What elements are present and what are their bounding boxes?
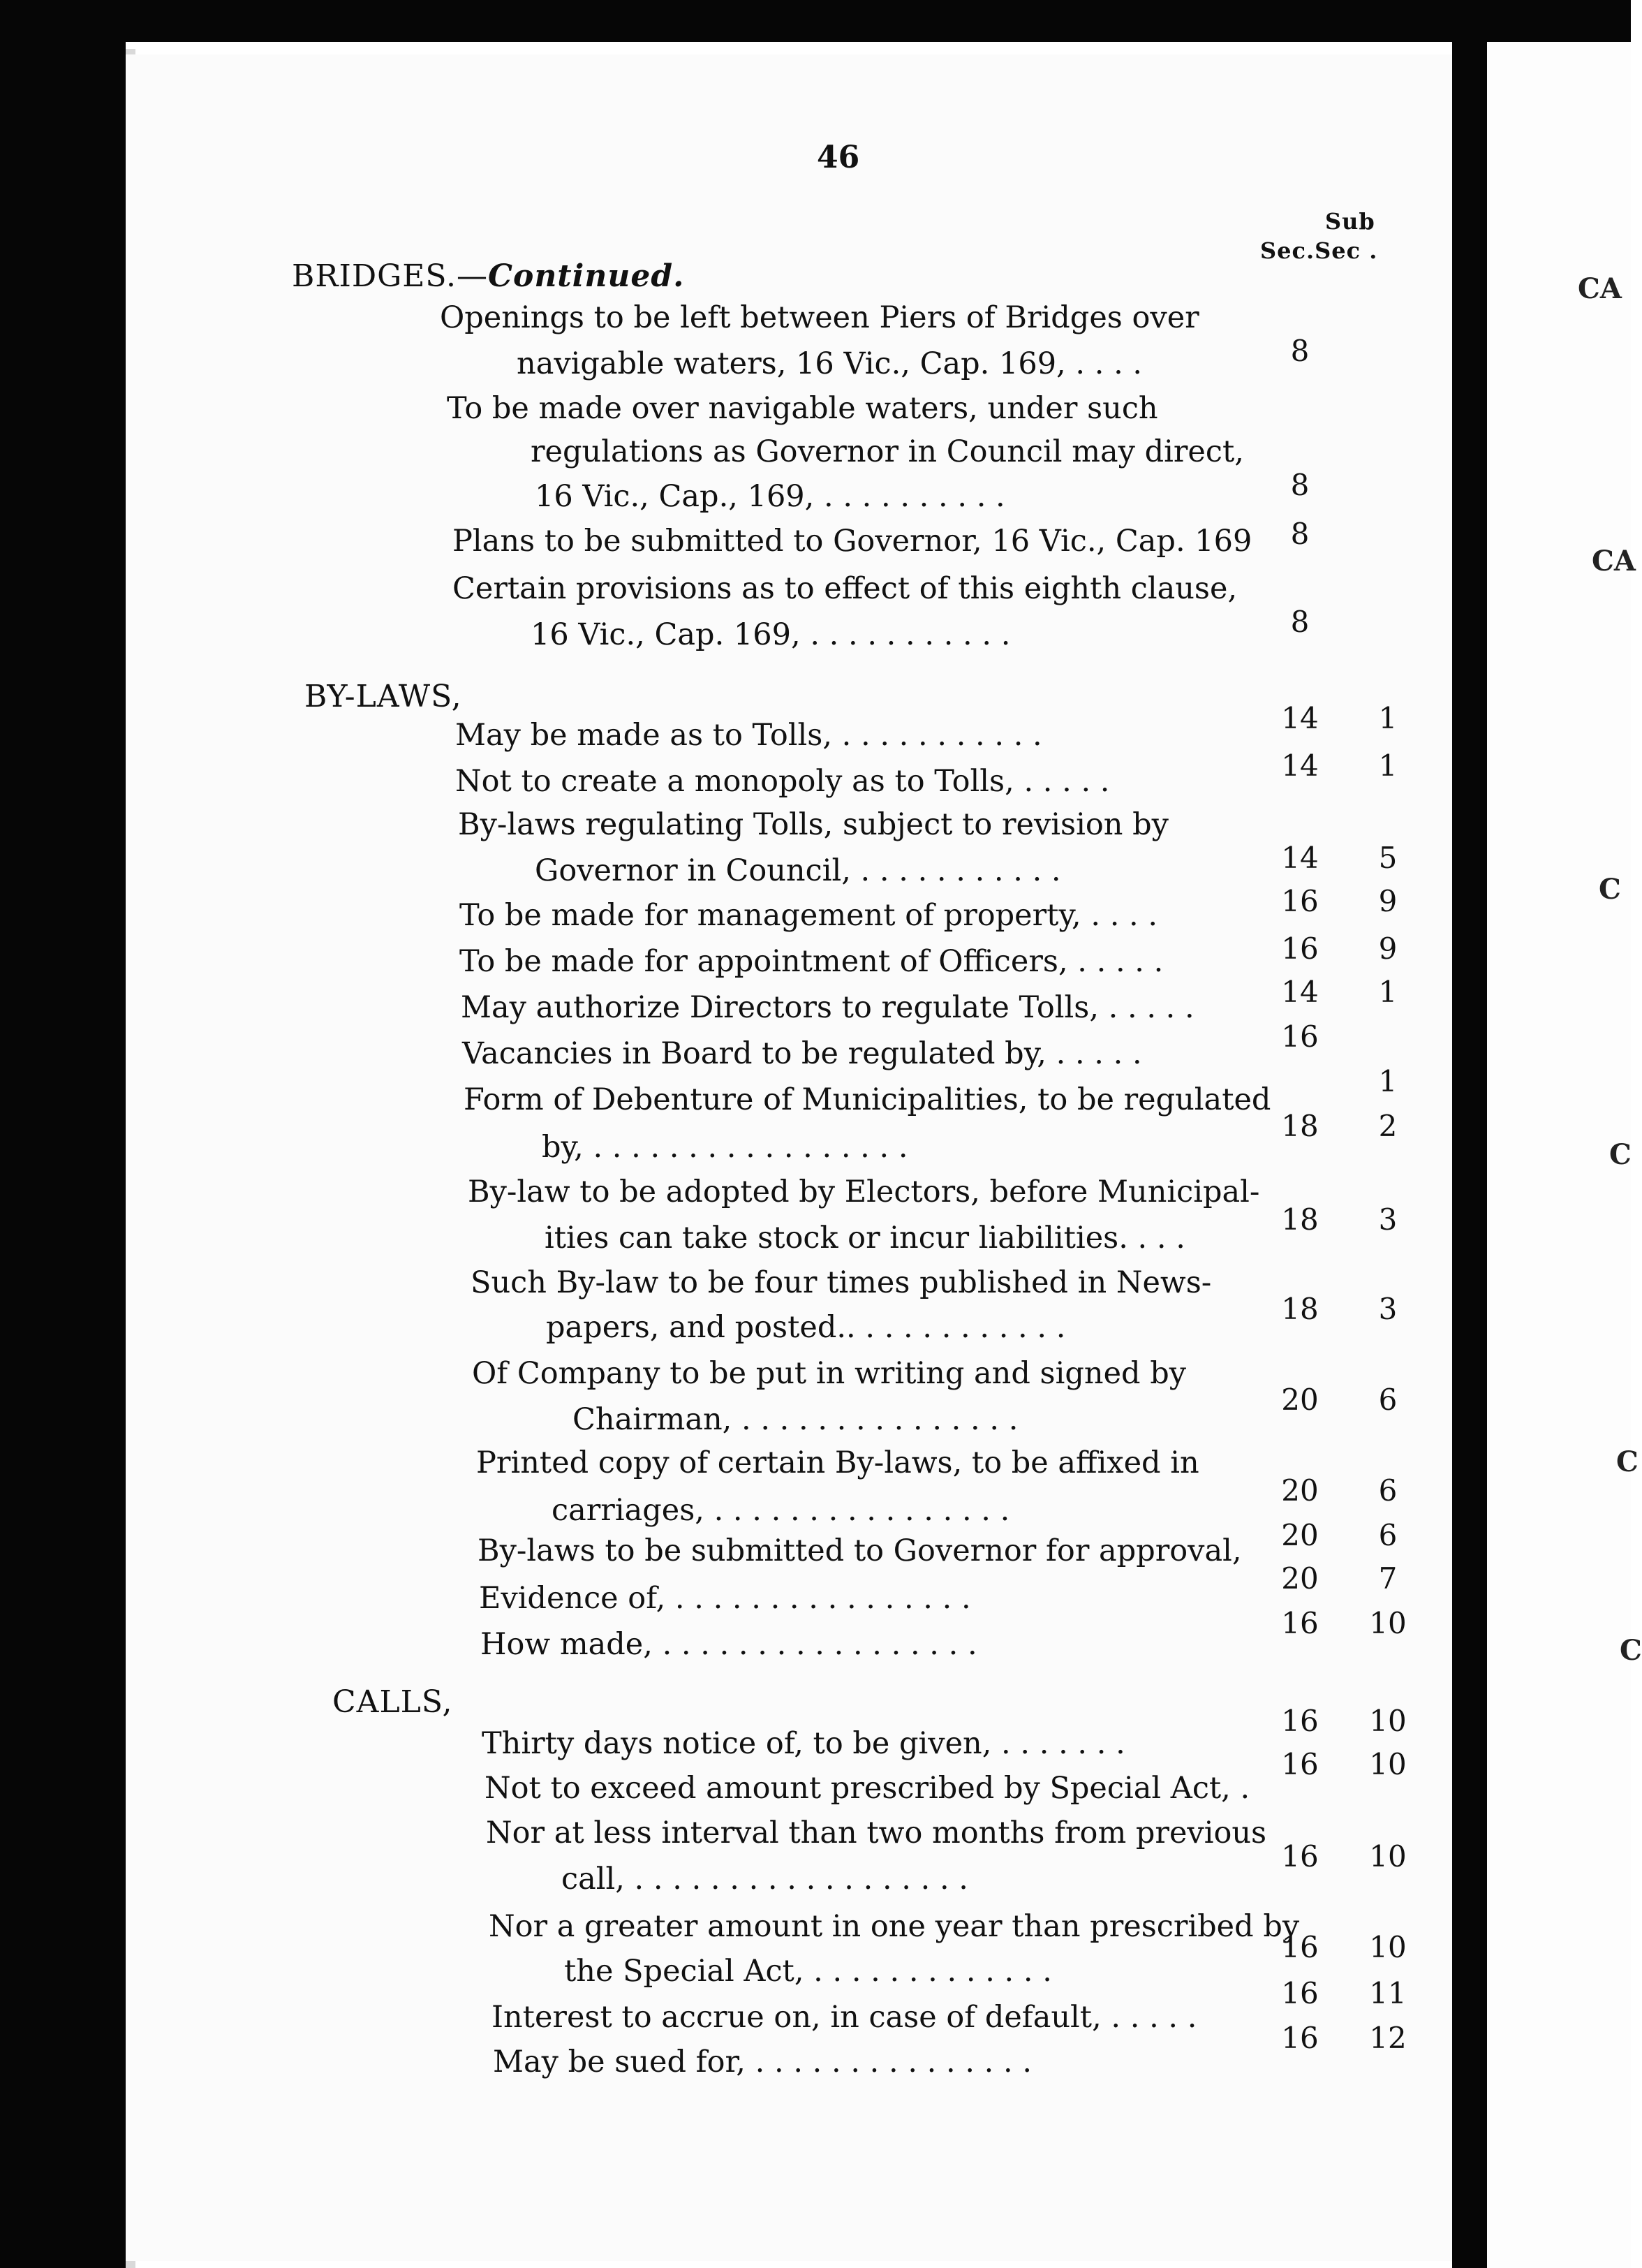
sub-sec-number: 2 [1378, 1109, 1398, 1143]
sub-sec-number: 10 [1369, 1839, 1407, 1873]
sec-number: 14 [1281, 841, 1319, 875]
index-entry-line: Governor in Council, . . . . . . . . . . . [535, 853, 1061, 888]
sub-sec-number: 9 [1378, 884, 1398, 918]
index-entry-line: regulations as Governor in Council may direct, [531, 434, 1244, 469]
sub-sec-number: 3 [1378, 1202, 1398, 1237]
facing-page-letter: CA [1578, 272, 1622, 305]
sub-sec-number: 6 [1378, 1383, 1398, 1417]
sub-sec-number: 5 [1378, 841, 1398, 875]
index-entry-line: By-laws to be submitted to Governor for approval, [478, 1533, 1242, 1568]
sub-sec-number: 6 [1378, 1518, 1398, 1552]
sec-number: 8 [1290, 605, 1310, 639]
section-heading: BY-LAWS, [304, 679, 462, 714]
facing-page-edge [1487, 42, 1642, 2268]
index-entry-line: ities can take stock or incur liabilities. . . . [545, 1221, 1185, 1256]
sec-number: 16 [1281, 2021, 1319, 2055]
sec-number: 18 [1281, 1292, 1319, 1326]
index-entry-line: Not to exceed amount prescribed by Special Act, . [485, 1771, 1250, 1806]
sub-sec-number: 11 [1369, 1976, 1407, 2010]
facing-page-letter: C [1599, 873, 1621, 906]
index-entry-line: Nor at less interval than two months from previous [486, 1816, 1267, 1850]
sec-number: 18 [1281, 1202, 1319, 1237]
index-entry-line: Chairman, . . . . . . . . . . . . . . . [572, 1402, 1019, 1437]
sec-number: 14 [1281, 749, 1319, 783]
sub-sec-number: 3 [1378, 1292, 1398, 1326]
index-entry-line: by, . . . . . . . . . . . . . . . . . [542, 1130, 908, 1165]
index-entry-line: To be made over navigable waters, under such [447, 391, 1158, 426]
sec-number: 16 [1281, 1747, 1319, 1781]
sub-sec-number: 1 [1378, 1064, 1398, 1098]
sub-sec-number: 10 [1369, 1747, 1407, 1781]
index-entry-line: Of Company to be put in writing and signed by [472, 1356, 1187, 1391]
sub-sec-number: 6 [1378, 1473, 1398, 1508]
scan-top-border [0, 0, 1631, 42]
page-gutter [1452, 28, 1487, 2268]
sec-number: 14 [1281, 975, 1319, 1009]
sub-sec-number: 10 [1369, 1704, 1407, 1738]
heading-continued: Continued. [487, 258, 685, 294]
facing-page-letter: C [1616, 1445, 1639, 1478]
index-entry-line: Certain provisions as to effect of this eighth clause, [452, 571, 1238, 606]
index-entry-line: Thirty days notice of, to be given, . . . . . . . [482, 1726, 1125, 1761]
sub-sec-number: 10 [1369, 1930, 1407, 1964]
index-entry-line: Not to create a monopoly as to Tolls, . . . . . [455, 764, 1110, 799]
sub-sec-number: 10 [1369, 1606, 1407, 1640]
facing-page-letter: C [1609, 1138, 1632, 1171]
index-entry-line: 16 Vic., Cap. 169, . . . . . . . . . . . [531, 617, 1011, 652]
sec-number: 16 [1281, 1019, 1319, 1054]
column-header-sec: Sec.Sec . [1260, 237, 1378, 264]
section-heading: CALLS, [332, 1684, 453, 1720]
sec-number: 16 [1281, 1976, 1319, 2010]
index-entry-line: Printed copy of certain By-laws, to be affixed in [476, 1445, 1199, 1480]
index-entry-line: Nor a greater amount in one year than prescribed by [489, 1909, 1300, 1944]
column-header-sub: Sub [1325, 208, 1375, 235]
index-entry-line: 16 Vic., Cap., 169, . . . . . . . . . . [535, 479, 1005, 514]
sec-number: 16 [1281, 1606, 1319, 1640]
sec-number: 8 [1290, 334, 1310, 368]
page-number: 46 [817, 140, 860, 175]
facing-page-letter: CA [1592, 545, 1636, 577]
index-entry-line: Openings to be left between Piers of Bridges over [440, 300, 1199, 335]
index-entry-line: To be made for management of property, . . . . [459, 898, 1158, 933]
index-entry-line: the Special Act, . . . . . . . . . . . . . [564, 1954, 1052, 1989]
sec-number: 20 [1281, 1383, 1319, 1417]
sec-number: 16 [1281, 884, 1319, 918]
index-entry-line: navigable waters, 16 Vic., Cap. 169, . . . . [517, 346, 1143, 381]
index-entry-line: Such By-law to be four times published in News- [471, 1265, 1212, 1300]
sec-number: 20 [1281, 1473, 1319, 1508]
sub-sec-number: 1 [1378, 701, 1398, 735]
heading-text: BRIDGES.— [292, 258, 488, 294]
scan-left-border [0, 0, 126, 2268]
sec-number: 20 [1281, 1518, 1319, 1552]
index-entry-line: Form of Debenture of Municipalities, to be regulated [464, 1082, 1271, 1117]
index-entry-line: Evidence of, . . . . . . . . . . . . . . . . [479, 1581, 971, 1616]
facing-page-letter: C [1620, 1634, 1642, 1667]
section-heading [292, 258, 684, 294]
sub-sec-number: 12 [1369, 2021, 1407, 2055]
index-entry-line: By-laws regulating Tolls, subject to revision by [458, 807, 1169, 842]
index-entry-line: Interest to accrue on, in case of default, . . . . . [491, 2000, 1197, 2035]
index-entry-line: papers, and posted.. . . . . . . . . . . . [546, 1310, 1066, 1345]
sec-number: 14 [1281, 701, 1319, 735]
sec-number: 16 [1281, 1839, 1319, 1873]
index-entry-line: May authorize Directors to regulate Tolls, . . . . . [461, 990, 1194, 1025]
index-entry-line: carriages, . . . . . . . . . . . . . . . . [552, 1493, 1010, 1528]
index-entry-line: By-law to be adopted by Electors, before Municipal- [468, 1174, 1260, 1209]
index-entry-line: Vacancies in Board to be regulated by, . . . . . [462, 1036, 1142, 1071]
sub-sec-number: 1 [1378, 749, 1398, 783]
sec-number: 8 [1290, 517, 1310, 551]
index-entry-line: To be made for appointment of Officers, . . . . . [459, 944, 1164, 979]
sub-sec-number: 9 [1378, 932, 1398, 966]
sub-sec-number: 1 [1378, 975, 1398, 1009]
sec-number: 20 [1281, 1561, 1319, 1596]
sec-number: 16 [1281, 932, 1319, 966]
sec-number: 16 [1281, 1704, 1319, 1738]
sub-sec-number: 7 [1378, 1561, 1398, 1596]
index-entry-line: May be made as to Tolls, . . . . . . . . . . . [455, 718, 1042, 753]
index-entry-line: How made, . . . . . . . . . . . . . . . . . [480, 1627, 977, 1662]
sec-number: 16 [1281, 1930, 1319, 1964]
sec-number: 8 [1290, 468, 1310, 502]
index-entry-line: May be sued for, . . . . . . . . . . . . . . . [493, 2045, 1033, 2079]
sec-number: 18 [1281, 1109, 1319, 1143]
index-entry-line: call, . . . . . . . . . . . . . . . . . . [561, 1862, 968, 1897]
index-entry-line: Plans to be submitted to Governor, 16 Vic., Cap. 169 [452, 524, 1252, 559]
